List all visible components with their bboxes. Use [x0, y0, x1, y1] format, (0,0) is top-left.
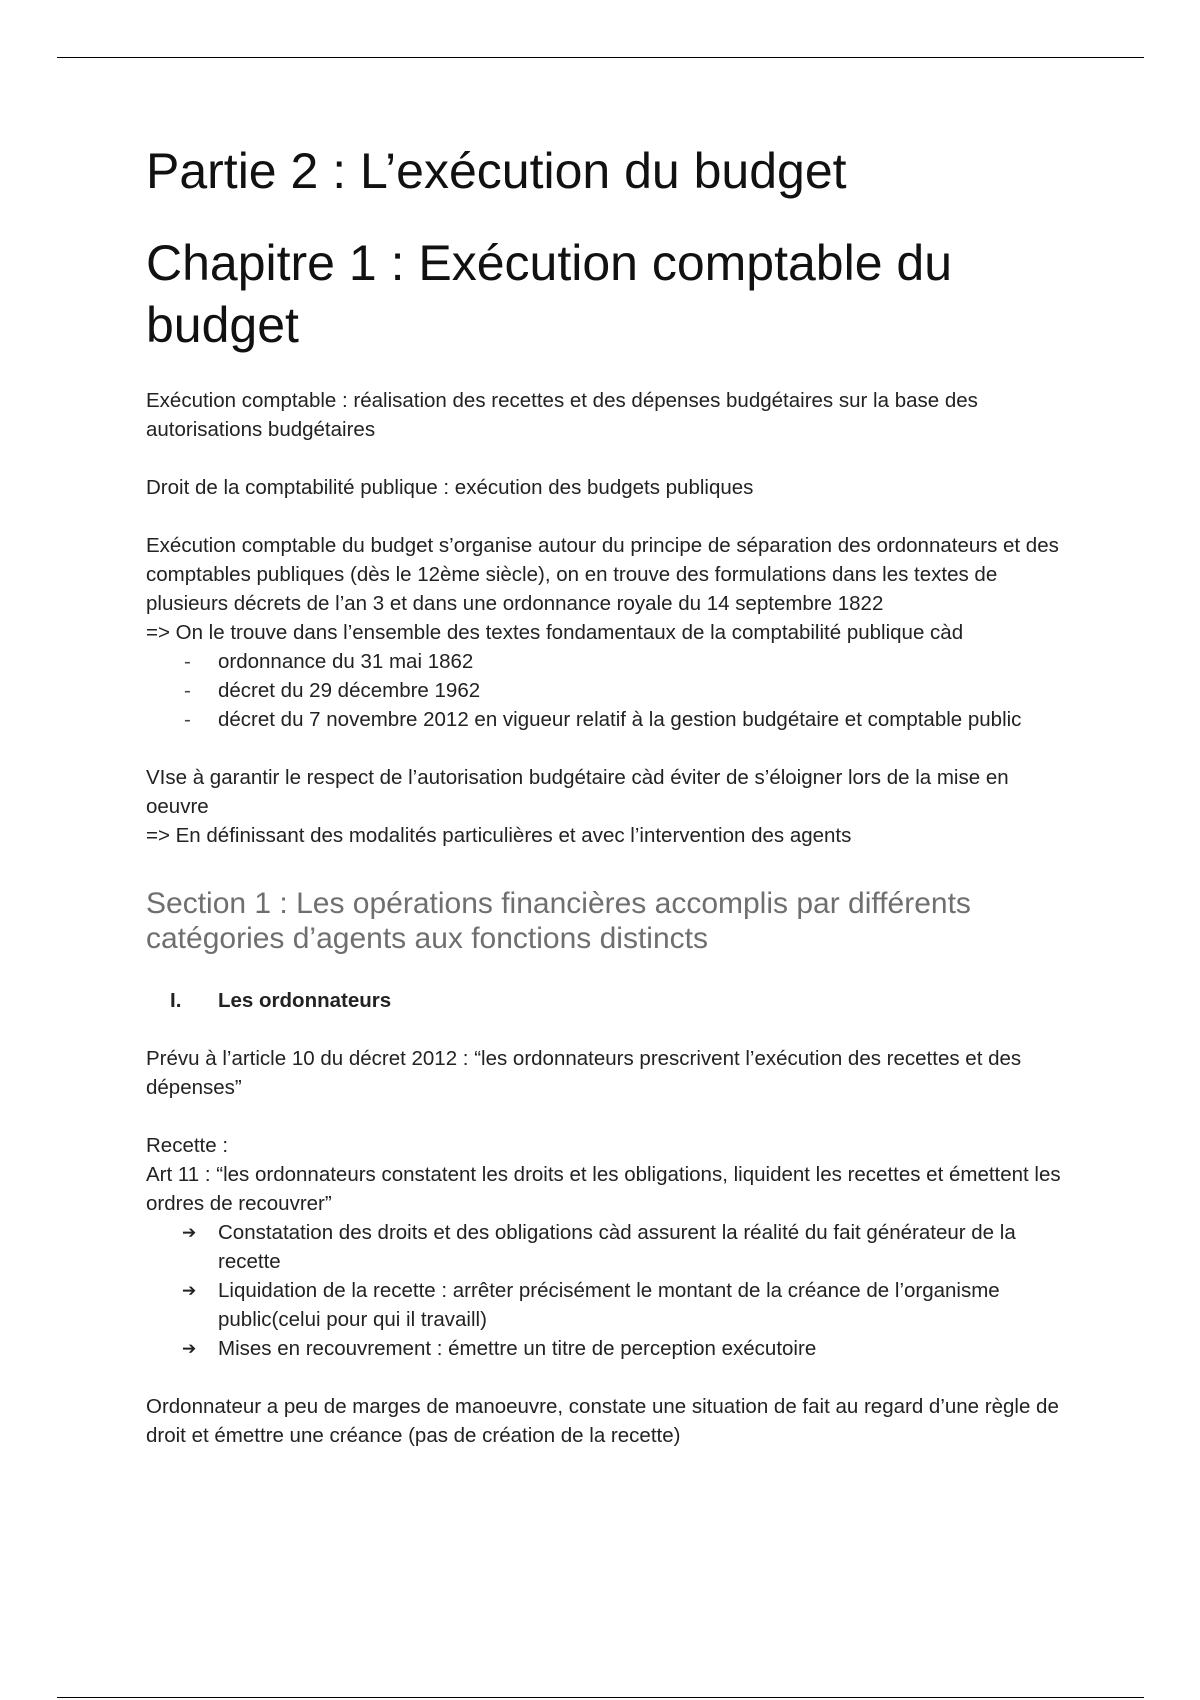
list-item [146, 676, 1066, 705]
list-item [146, 705, 1066, 734]
recette-label: Recette : [146, 1134, 229, 1157]
subsection-heading [146, 986, 1066, 1015]
chapter-title: Chapitre 1 : Exécution comptable du budget [146, 235, 953, 353]
definition-droit-comptabilite: Droit de la comptabilité publique : exécution des budgets publiques [146, 476, 754, 499]
subsection-number: I. [170, 989, 182, 1012]
goal-arrow-line: => En définissant des modalités particulières et avec l’intervention des agents [146, 824, 852, 847]
list-item-text: Constatation des droits et des obligations càd assurent la réalité du fait générateur de la recette [218, 1221, 1016, 1273]
part-title: Partie 2 : L’exécution du budget [146, 143, 847, 199]
goal-paragraph: VIse à garantir le respect de l’autorisation budgétaire càd éviter de s’éloigner lors de la mise en oeuvre [146, 766, 1009, 818]
section-title: Section 1 : Les opérations financières accomplis par différents catégories d’agents aux fonctions distincts [146, 887, 971, 955]
list-item [146, 647, 1066, 676]
subsection-title: Les ordonnateurs [218, 989, 392, 1012]
list-item-text: décret du 29 décembre 1962 [218, 679, 481, 702]
dash-bullet: - [184, 650, 191, 673]
arrow-icon: ➔ [182, 1339, 197, 1358]
list-item-text: décret du 7 novembre 2012 en vigueur relatif à la gestion budgétaire et comptable public [218, 708, 1022, 731]
list-item [146, 1218, 1066, 1276]
recette-steps-list [146, 1218, 1066, 1363]
ordonnateur-margin-paragraph: Ordonnateur a peu de marges de manoeuvre, constate une situation de fait au regard d’une règle de droit et émettre une créance (pas de création de la recette) [146, 1395, 1059, 1447]
top-rule [57, 57, 1144, 58]
bottom-rule [57, 1697, 1144, 1698]
document-body [146, 140, 1066, 1450]
list-item-text: ordonnance du 31 mai 1862 [218, 650, 474, 673]
arrow-icon: ➔ [182, 1281, 197, 1300]
list-item [146, 1276, 1066, 1334]
definition-execution-comptable: Exécution comptable : réalisation des recettes et des dépenses budgétaires sur la base des autorisations budgétaires [146, 389, 978, 441]
arrow-icon: ➔ [182, 1223, 197, 1242]
list-item [146, 1334, 1066, 1363]
separation-principle-paragraph: Exécution comptable du budget s’organise autour du principe de séparation des ordonnateurs et des comptables publiques (dès le 12ème siècle), on en trouve des formulations dans les textes de plusieurs décrets de l’an 3 et dans une ordonnance royale du 14 septembre 1822 [146, 534, 1059, 615]
fundamental-texts-list [146, 647, 1066, 734]
list-item-text: Mises en recouvrement : émettre un titre de perception exécutoire [218, 1337, 817, 1360]
article-11-paragraph: Art 11 : “les ordonnateurs constatent les droits et les obligations, liquident les recettes et émettent les ordres de recouvrer” [146, 1163, 1061, 1215]
article-10-paragraph: Prévu à l’article 10 du décret 2012 : “les ordonnateurs prescrivent l’exécution des recettes et des dépenses” [146, 1047, 1022, 1099]
fundamental-texts-intro: => On le trouve dans l’ensemble des textes fondamentaux de la comptabilité publique càd [146, 621, 964, 644]
dash-bullet: - [184, 679, 191, 702]
list-item-text: Liquidation de la recette : arrêter précisément le montant de la créance de l’organisme public(celui pour qui il travaill) [218, 1279, 1000, 1331]
dash-bullet: - [184, 708, 191, 731]
